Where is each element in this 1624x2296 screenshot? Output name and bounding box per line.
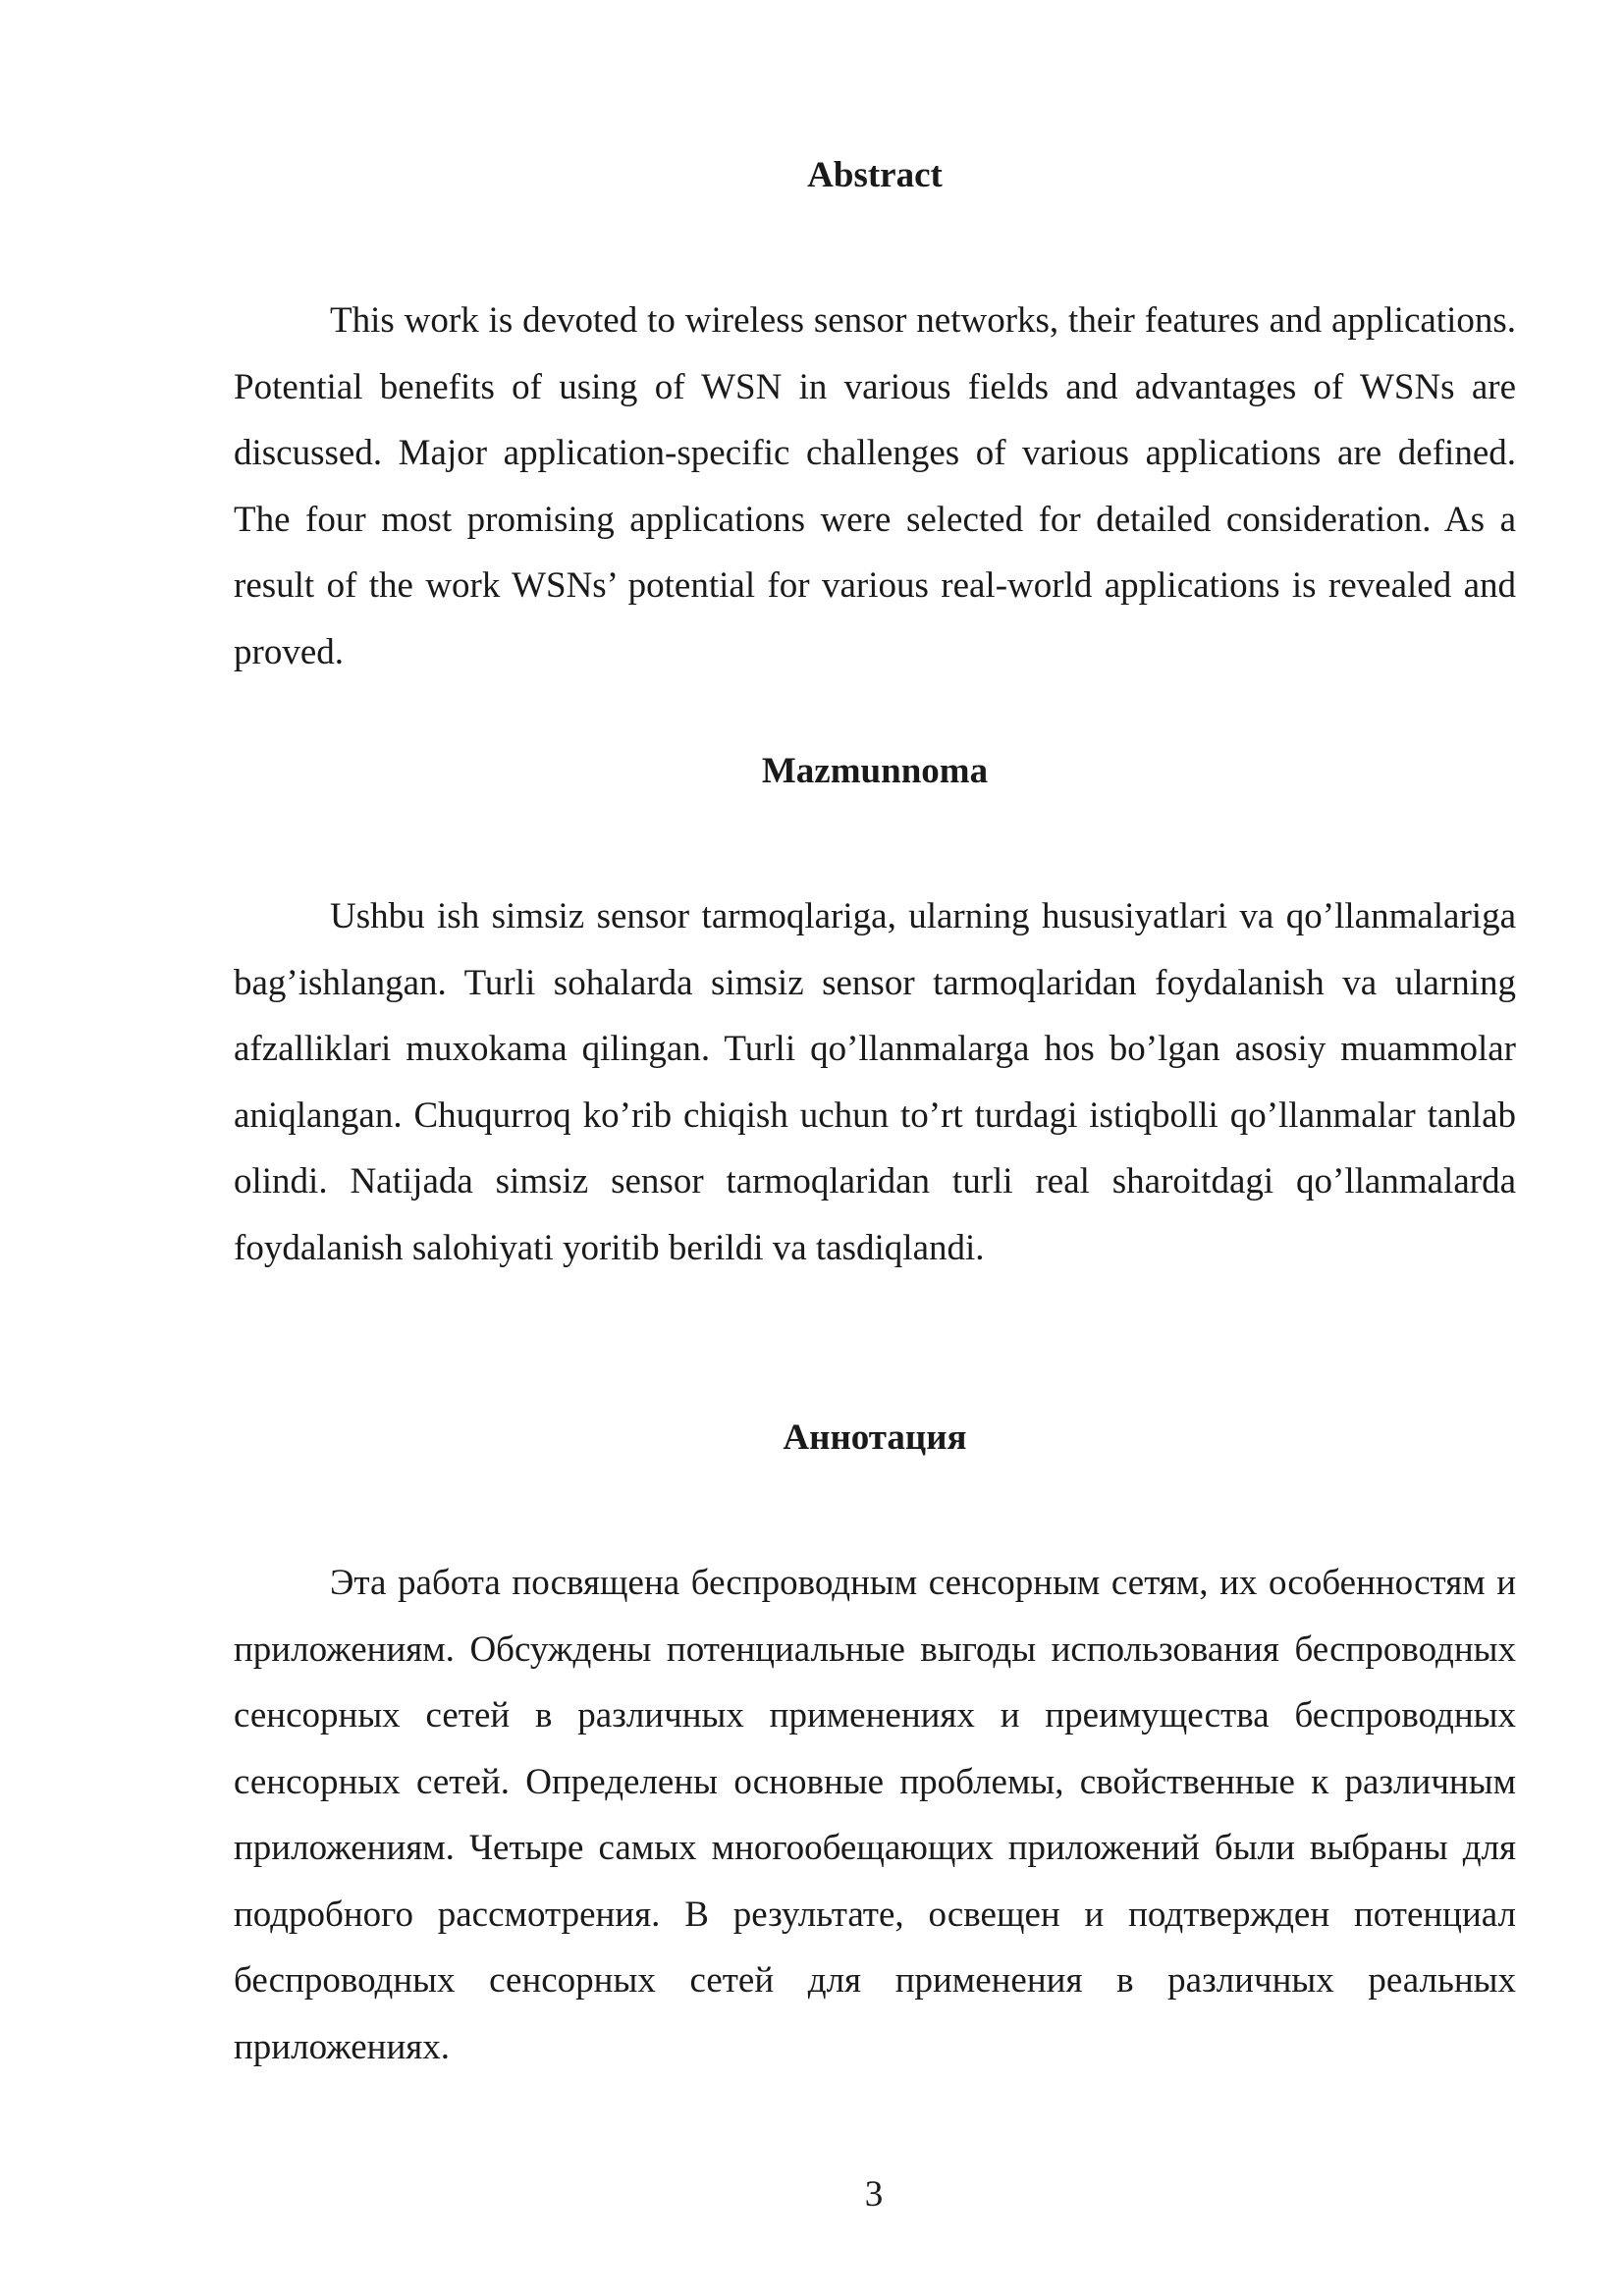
mazmunnoma-heading: Mazmunnoma [761, 751, 989, 791]
abstract-paragraph: This work is devoted to wireless sensor networks, their features and applications. Potential benefits of using of WSN in various fields and advantages of WSNs are discussed. Major application-specific challenges of various applications are defined. The four most promising applications were selected for detailed consideration. As a result of the work WSNs’ potential for various real-world applications is revealed and proved. [234, 300, 1516, 672]
abstract-section [234, 155, 1516, 685]
annotation-paragraph: Эта работа посвящена беспроводным сенсорным сетям, их особенностям и приложениям. Обсуждены потенциальные выгоды использования беспроводных сенсорных сетей в различных применениях и преимущества беспроводных сенсорных сетей. Определены основные проблемы, свойственные к различным приложениям. Четыре самых многообещающих приложений были выбраны для подробного рассмотрения. В результате, освещен и подтвержден потенциал беспроводных сенсорных сетей для применения в различных реальных приложениях. [234, 1563, 1516, 2067]
mazmunnoma-paragraph: Ushbu ish simsiz sensor tarmoqlariga, ularning hususiyatlari va qo’llanmalariga bag’ishlangan. Turli sohalarda simsiz sensor tarmoqlaridan foydalanish va ularning afzalliklari muxokama qilingan. Turli qo’llanmalarga hos bo’lgan asosiy muammolar aniqlangan. Chuqurroq ko’rib chiqish uchun to’rt turdagi istiqbolli qo’llanmalar tanlab olindi. Natijada simsiz sensor tarmoqlaridan turli real sharoitdagi qo’llanmalarda foydalanish salohiyati yoritib berildi va tasdiqlandi. [234, 896, 1516, 1268]
annotation-heading: Аннотация [783, 1417, 967, 1458]
page-number: 3 [864, 2174, 884, 2215]
mazmunnoma-section [234, 751, 1516, 1281]
abstract-heading: Abstract [807, 155, 943, 195]
annotation-section [234, 1417, 1516, 2080]
